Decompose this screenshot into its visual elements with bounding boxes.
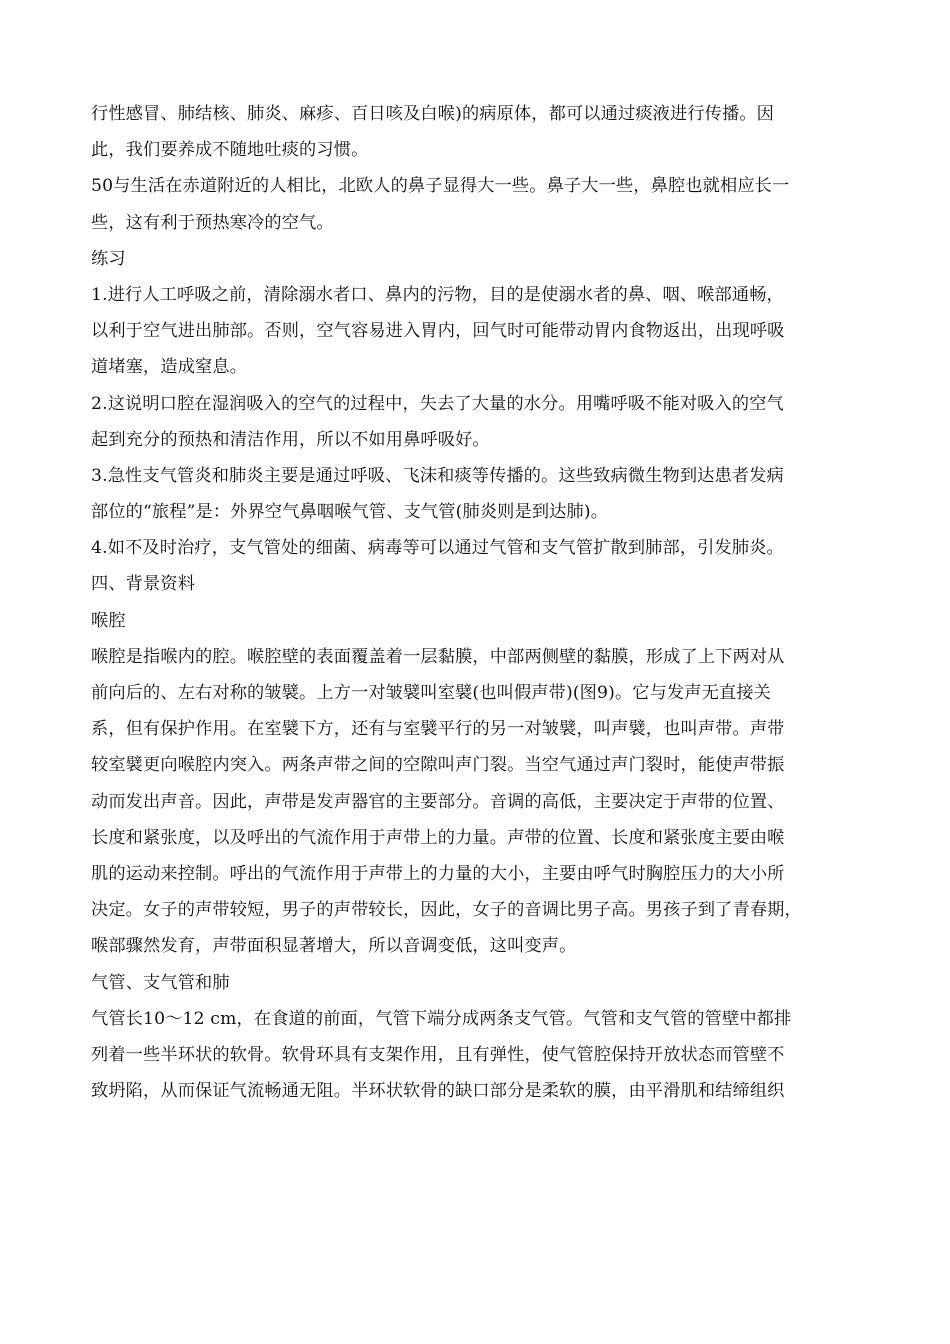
subsection-heading: 喉腔 [91,610,126,631]
text-line: 4.如不及时治疗，支气管处的细菌、病毒等可以通过气管和支气管扩散到肺部，引发肺炎。 [91,538,784,559]
text-line: 气管长10～12 cm，在食道的前面，气管下端分成两条支气管。气管和支气管的管壁中都排 [91,1008,792,1029]
text-line: 50与生活在赤道附近的人相比，北欧人的鼻子显得大一些。鼻子大一些，鼻腔也就相应长一 [91,176,790,197]
text-line: 道堵塞，造成窒息。 [91,357,248,378]
text-line: 1.进行人工呼吸之前，清除溺水者口、鼻内的污物，目的是使溺水者的鼻、咽、喉部通畅， [91,284,784,305]
text-line: 较室襞更向喉腔内突入。两条声带之间的空隙叫声门裂。当空气通过声门裂时，能使声带振 [91,755,785,776]
text-line: 前向后的、左右对称的皱襞。上方一对皱襞叫室襞(也叫假声带)(图9)。它与发声无直接关 [91,683,771,703]
section-heading: 练习 [91,248,126,269]
text-line: 些，这有利于预热寒冷的空气。 [91,212,334,233]
text-line: 以利于空气进出肺部。否则，空气容易进入胃内，回气时可能带动胃内食物返出，出现呼吸 [91,321,785,342]
text-line: 喉部骤然发育，声带面积显著增大，所以音调变低，这叫变声。 [91,936,577,957]
text-line: 喉腔是指喉内的腔。喉腔壁的表面覆盖着一层黏膜，中部两侧壁的黏膜，形成了上下两对从 [91,646,785,667]
text-line: 致坍陷，从而保证气流畅通无阻。半环状软骨的缺口部分是柔软的膜，由平滑肌和结缔组织 [91,1081,785,1102]
text-line: 决定。女子的声带较短，男子的声带较长，因此，女子的音调比男子高。男孩子到了青春期， [91,900,802,921]
text-line: 肌的运动来控制。呼出的气流作用于声带上的力量的大小，主要由呼气时胸腔压力的大小所 [91,863,785,884]
text-line: 动而发出声音。因此，声带是发声器官的主要部分。音调的高低，主要决定于声带的位置、 [91,791,785,812]
text-line: 起到充分的预热和清洁作用，所以不如用鼻呼吸好。 [91,429,490,450]
subsection-heading: 气管、支气管和肺 [91,972,230,993]
text-line: 行性感冒、肺结核、肺炎、麻疹、百日咳及白喉)的病原体，都可以通过痰液进行传播。因 [91,104,775,124]
text-line: 此，我们要养成不随地吐痰的习惯。 [91,140,369,161]
section-heading: 四、背景资料 [91,574,196,595]
text-line: 3.急性支气管炎和肺炎主要是通过呼吸、飞沫和痰等传播的。这些致病微生物到达患者发病 [91,465,784,486]
text-line: 2.这说明口腔在湿润吸入的空气的过程中，失去了大量的水分。用嘴呼吸不能对吸入的空气 [91,393,784,414]
text-line: 部位的“旅程”是：外界空气鼻咽喉气管、支气管(肺炎则是到达肺)。 [91,502,609,523]
text-line: 列着一些半环状的软骨。软骨环具有支架作用，且有弹性，使气管腔保持开放状态而管壁不 [91,1044,785,1065]
text-line: 系，但有保护作用。在室襞下方，还有与室襞平行的另一对皱襞，叫声襞，也叫声带。声带 [91,719,785,740]
document-body [91,96,866,1109]
text-line: 长度和紧张度，以及呼出的气流作用于声带上的力量。声带的位置、长度和紧张度主要由喉 [91,827,785,848]
